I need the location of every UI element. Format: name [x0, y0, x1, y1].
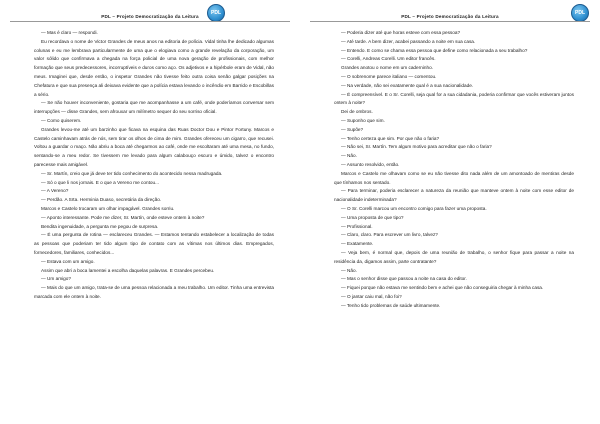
- paragraph: Grandes levou-me até um barzinho que ficava na esquina das Ruas Doctor Dou e Pintor Fortuny. Marcos e Castelo caminhavam atrás de nós, sem tirar os olhos de cima de mim. Grandes ofereceu um cigarro, que recusei. Voltou a guardar o maço. Não abriu a boca até chegarmos ao café, onde me escoltaram até uma mesa, no fundo, sentando-se a meu redor. Se tivessem me levado para algum calabouço escuro e úmido, talvez o encontro parecesse mais amigável.: [34, 126, 274, 167]
- paragraph: — Uma proposta de que tipo?: [341, 214, 404, 220]
- paragraph: — Aponto interessante. Pode me dizer, Sr. Martín, onde esteve ontem à noite?: [41, 214, 205, 220]
- left-page-body: [34, 29, 274, 302]
- paragraph: — Entendo. E como se chama essa pessoa que define como relacionada a seu trabalho?: [341, 47, 528, 53]
- paragraph: — Não.: [341, 153, 357, 159]
- paragraph: — Não.: [341, 267, 357, 273]
- paragraph: — Só o que li nos jornais. E o que a Vereno me contou...: [41, 179, 160, 185]
- paragraph: — Exatamente.: [341, 241, 374, 247]
- paragraph: Assim que abri a boca lamentei a escolha daquelas palavras. E Grandes percebeu.: [41, 267, 215, 273]
- paragraph: — O jantar caiu mal, não foi?: [341, 293, 402, 299]
- paragraph: Marcos e Castelo me olhavam como se eu não tivesse dito nada além de um amontoado de mentiras desde que tínhamos nos sentado.: [334, 170, 574, 185]
- paragraph: — Na verdade, não sei exatamente qual é a sua nacionalidade.: [341, 82, 474, 88]
- paragraph: — Não sei, Sr. Martín. Tem algum motivo para acreditar que não o faria?: [341, 144, 492, 150]
- left-page-header: PDL – Projeto Democratização da Leitura: [101, 14, 199, 19]
- right-page-header: PDL – Projeto Democratização da Leitura: [401, 14, 499, 19]
- paragraph: — Até tarde. A bem dizer, acabei passando a noite em sua casa.: [341, 38, 476, 44]
- pdl-logo-icon: PDL: [207, 4, 225, 22]
- paragraph: — Supõe?: [341, 126, 364, 132]
- paragraph: Eu recordava o nome de Victor Grandes de meus anos na editoria de polícia. Vidal tinha lhe dedicado algumas colunas e eu me lembrava particularmente de uma que o elogiava como a grande revelação da corporação, um valor sólido que confirmava a chegada na força policial de uma nova geração de profissionais, com melhor formação que seus predecessores, incorruptíveis e duros como aço. Os adjetivos e a hipérbole eram de Vidal, não meus. Imaginei que, desde então, o inspetor Grandes não tivesse feito outra coisa senão galgar posições na Chefatura e que sua presença ali deixava evidente que a polícia estava levando o incêndio em Barrido e Escobillas a sério.: [34, 38, 274, 97]
- paragraph: — Perdão. A Srta. Herminia Duaso, secretária da direção.: [41, 197, 162, 203]
- paragraph: — Suponho que sim.: [341, 117, 385, 123]
- pdl-logo-icon: PDL: [571, 4, 589, 22]
- paragraph: — O Sr. Corelli marcou um encontro comigo para fazer uma proposta.: [341, 205, 487, 211]
- paragraph: — Profissional.: [341, 223, 373, 229]
- paragraph: — Tenho tido problemas de saúde ultimamente.: [341, 302, 441, 308]
- paragraph: Bendita ingenuidade, a pergunta me pegou de surpresa.: [41, 223, 159, 229]
- paragraph: — Assunto resolvido, então.: [341, 161, 400, 167]
- header-divider: [10, 21, 290, 22]
- paragraph: Grandes anotou o nome em um caderninho.: [341, 65, 433, 71]
- paragraph: — O sobrenome parece italiano — comentou.: [341, 73, 437, 79]
- paragraph: — É uma pergunta de rotina — esclareceu Grandes. — Estamos tentando estabelecer a localização de todas as pessoas que poderiam ter tido algum tipo de contato com as vítimas nos últimos dias. Empregados, fornecedores, familiares, conhecidos...: [34, 232, 274, 255]
- right-page-body: [334, 29, 574, 311]
- paragraph: — Estava com um amigo.: [41, 258, 95, 264]
- paragraph: — Veja bem, é normal que, depois de uma reunião de trabalho, o senhor fique para passar a noite na residência da, digamos assim, parte contratante?: [334, 249, 574, 264]
- paragraph: Marcos e Castelo trocaram um olhar impagável. Grandes sorriu.: [41, 205, 175, 211]
- paragraph: — Corelli, Andreas Corelli. Um editor francês.: [341, 56, 436, 62]
- paragraph: — Mas é claro — respondi.: [41, 30, 98, 35]
- paragraph: — Poderia dizer até que horas esteve com essa pessoa?: [341, 30, 461, 35]
- right-page: [300, 0, 600, 424]
- paragraph: — Sr. Martín, creio que já deve ter tido conhecimento do acontecido nessa madrugada.: [41, 170, 223, 176]
- paragraph: — Um amigo?: [41, 276, 71, 282]
- paragraph: — Para terminar, poderia esclarecer a natureza da reunião que manteve ontem à noite com esse editor de nacionalidade indeterminada?: [334, 188, 574, 203]
- paragraph: — Fiquei porque não estava me sentindo bem e achei que não conseguiria chegar à minha casa.: [341, 285, 544, 291]
- paragraph: Dei de ombros.: [341, 109, 373, 115]
- paragraph: — Claro, claro. Para escrever um livro, talvez?: [341, 232, 438, 238]
- paragraph: — A Vereno?: [41, 188, 69, 194]
- paragraph: — É compreensível. E o Sr. Corelli, seja qual for a sua cidadania, poderia confirmar que vocês estiveram juntos ontem à noite?: [334, 91, 574, 106]
- paragraph: — Mas o senhor disse que passou a noite na casa do editor.: [341, 276, 467, 282]
- header-divider: [310, 21, 590, 22]
- paragraph: — Como quiserem.: [41, 117, 82, 123]
- paragraph: — Tenho certeza que sim. Por que não o faria?: [341, 135, 440, 141]
- paragraph: — Mais do que um amigo, trata-se de uma pessoa relacionada a meu trabalho. Um editor. Tinha uma entrevista marcada com ele ontem à noite.: [34, 285, 274, 299]
- paragraph: — Se não houver inconveniente, gostaria que me acompanhasse a um café, onde poderíamos conversar sem interrupções — disse Grandes, sem afrouxar um milímetro sequer do seu sorriso oficial.: [34, 100, 274, 115]
